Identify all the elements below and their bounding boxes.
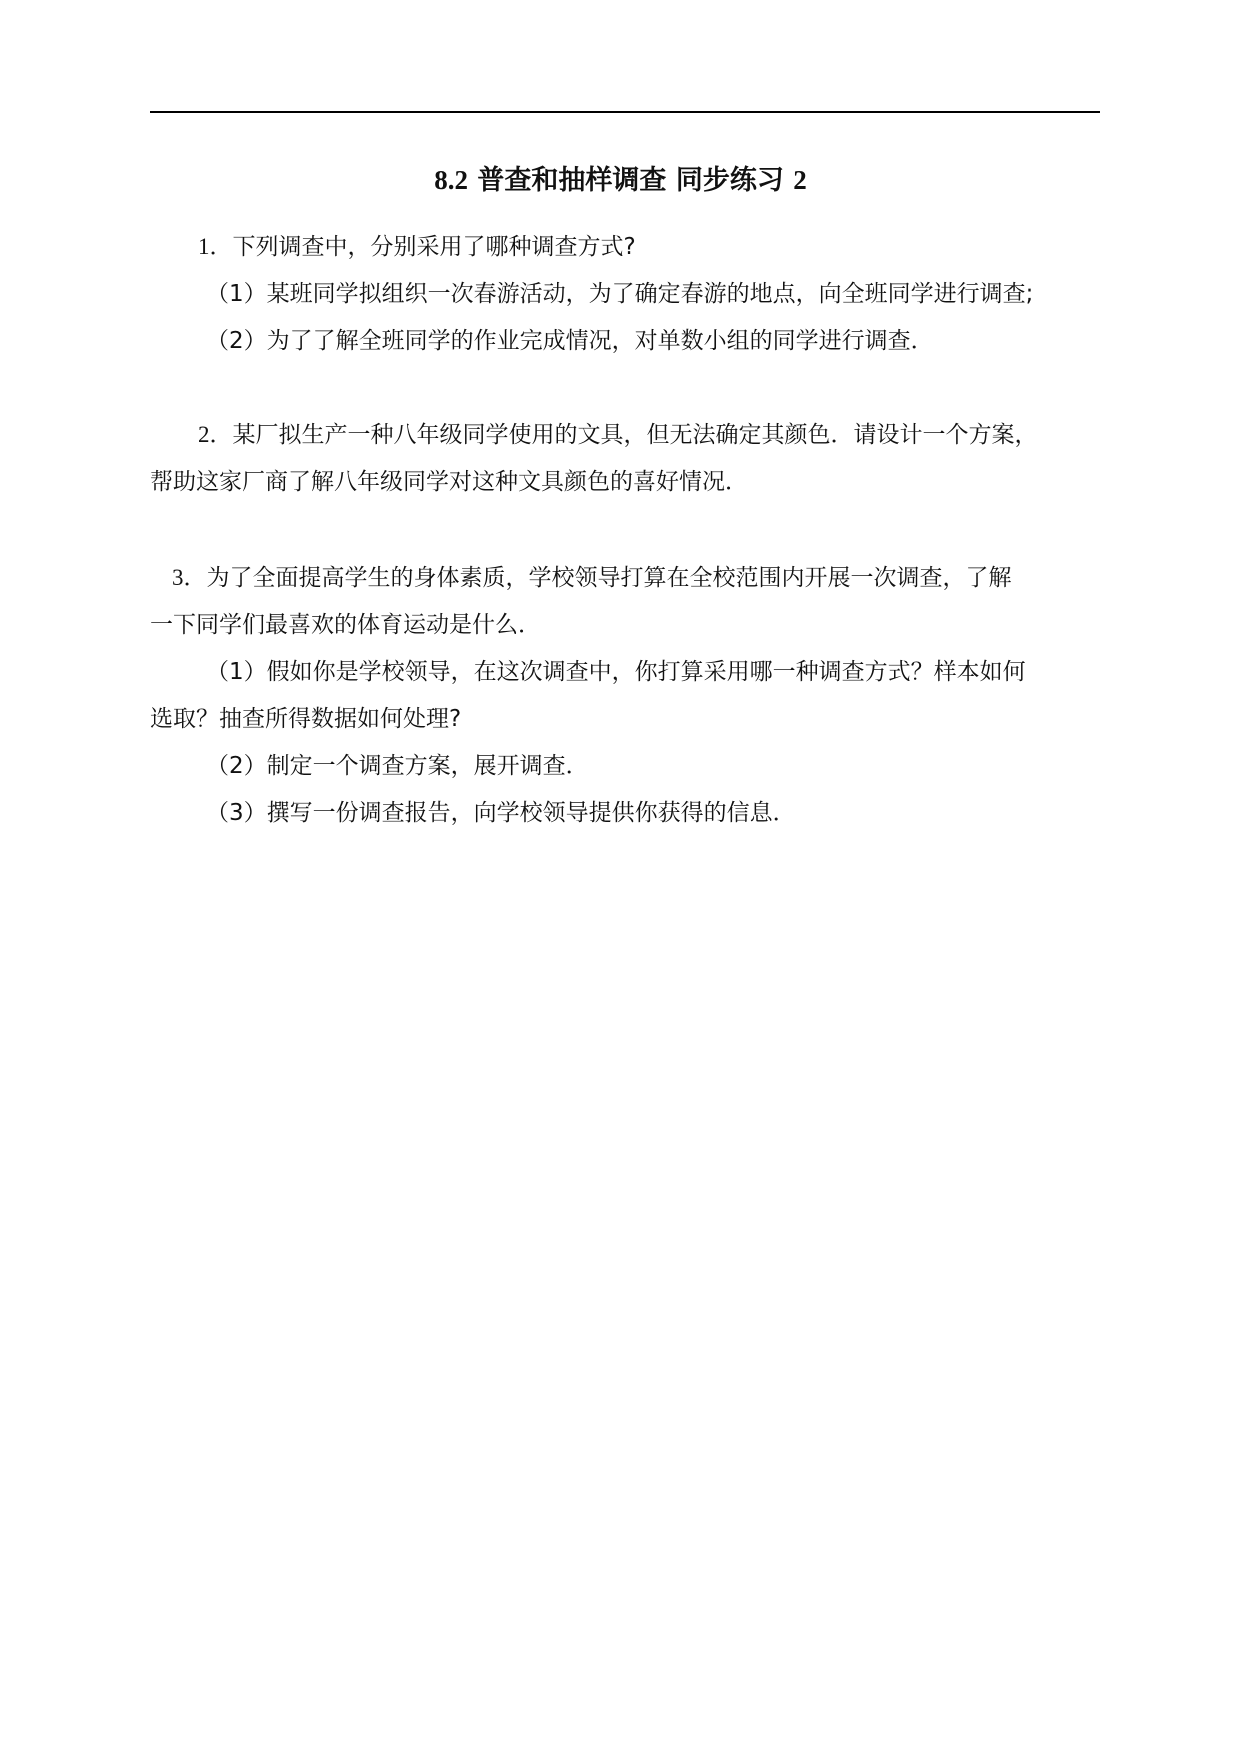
question-3-item-2: （2）制定一个调查方案，展开调查． — [206, 753, 589, 779]
question-3-item-1: （1）假如你是学校领导，在这次调查中，你打算采用哪一种调查方式？样本如何 — [206, 659, 1026, 685]
question-3-line-1: 3．为了全面提高学生的身体素质，学校领导打算在全校范围内开展一次调查，了解 — [172, 565, 1012, 591]
title-number: 8.2 — [434, 165, 469, 195]
question-1-item-2: （2）为了了解全班同学的作业完成情况，对单数小组的同学进行调查． — [206, 328, 934, 354]
question-2-number: 2 — [198, 422, 210, 447]
question-3-line-2: 一下同学们最喜欢的体育运动是什么． — [150, 612, 541, 638]
header-rule — [150, 111, 1100, 113]
page-title — [0, 160, 1241, 201]
question-1-number: 1 — [198, 234, 210, 259]
title-text: 普查和抽样调查 同步练习 — [477, 165, 784, 196]
question-1-text: 下列调查中，分别采用了哪种调查方式? — [232, 234, 636, 260]
question-3-number: 3 — [172, 565, 184, 590]
question-2-line-1: 2．某厂拟生产一种八年级同学使用的文具，但无法确定其颜色．请设计一个方案， — [198, 422, 1038, 448]
question-1-item-1: （1）某班同学拟组织一次春游活动，为了确定春游的地点，向全班同学进行调查; — [206, 281, 1034, 307]
question-1-line-1: 1．下列调查中，分别采用了哪种调查方式? — [198, 234, 636, 260]
question-2-text: 某厂拟生产一种八年级同学使用的文具，但无法确定其颜色．请设计一个方案， — [232, 422, 1038, 448]
question-2-line-2: 帮助这家厂商了解八年级同学对这种文具颜色的喜好情况． — [150, 469, 748, 495]
question-3-item-3: （3）撰写一份调查报告，向学校领导提供你获得的信息． — [206, 800, 796, 826]
question-3-item-1-cont: 选取？抽查所得数据如何处理? — [150, 706, 462, 732]
title-suffix: 2 — [793, 165, 807, 195]
question-3-text: 为了全面提高学生的身体素质，学校领导打算在全校范围内开展一次调查，了解 — [206, 565, 1012, 591]
